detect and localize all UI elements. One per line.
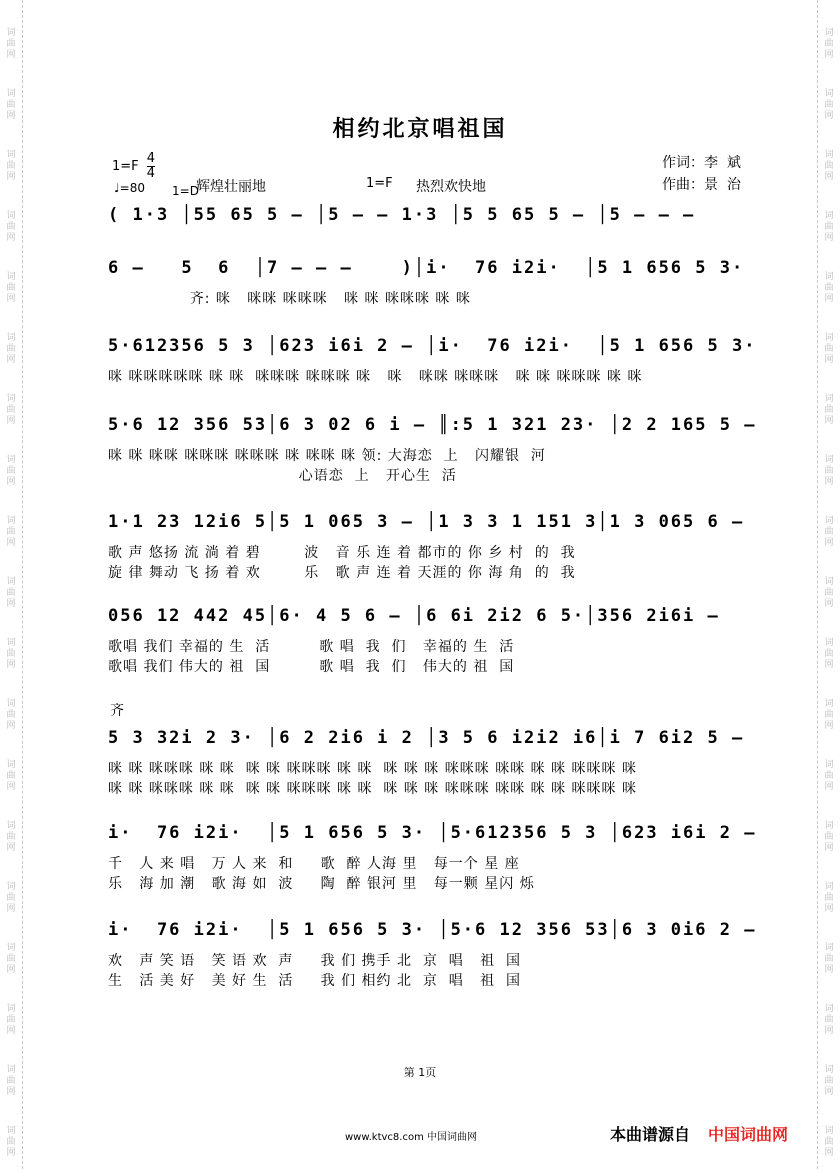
watermark-text: 词曲网 <box>6 1004 16 1036</box>
score-row-9 <box>108 920 768 990</box>
notation-line: i· 76 i2i· │5 1 656 5 3· │5·6 12 356 53│6 3 0i6 2 — <box>108 920 757 940</box>
watermark-text: 词曲网 <box>824 394 834 426</box>
watermark-text: 词曲网 <box>6 882 16 914</box>
watermark-text: 词曲网 <box>6 455 16 487</box>
meter-top: 4 <box>146 151 156 166</box>
score-row-2 <box>108 258 768 308</box>
watermark-text: 词曲网 <box>6 211 16 243</box>
notation-line: 1·1 23 12i6 5│5 1 065 3 — │1 3 3 1 151 3│1 3 065 6 — <box>108 512 745 532</box>
watermark-text: 词曲网 <box>824 577 834 609</box>
lyric-line-2: 生 活 美 好 美 好 生 活 我 们 相约 北 京 唱 祖 国 <box>108 973 522 989</box>
watermark-text: 词曲网 <box>824 1126 834 1158</box>
watermark-text: 词曲网 <box>6 760 16 792</box>
watermark-text: 词曲网 <box>824 638 834 670</box>
notation-line: 5·6 12 356 53│6 3 02 6 i — ║:5 1 321 23· │2 2 165 5 — <box>108 415 757 435</box>
source-label: 本曲谱源自 <box>610 1125 691 1144</box>
composer-credit: 作曲：景 治 <box>662 177 741 193</box>
watermark-text: 词曲网 <box>824 150 834 182</box>
expression-mark-1: 辉煌壮丽地 <box>196 179 266 195</box>
page-number: 第 1页 <box>403 1066 437 1079</box>
lyric-line-1: 歌 声 悠扬 流 淌 着 碧 波 音 乐 连 着 都市的 你 乡 村 的 我 <box>108 545 576 561</box>
score-row-7 <box>108 728 768 798</box>
watermark-text: 词曲网 <box>6 638 16 670</box>
lyric-line-2: 歌唱 我们 伟大的 祖 国 歌 唱 我 们 伟大的 祖 国 <box>108 659 515 675</box>
watermark-text: 词曲网 <box>6 943 16 975</box>
score-row-4 <box>108 415 768 485</box>
watermark-text: 词曲网 <box>6 333 16 365</box>
watermark-text: 词曲网 <box>824 272 834 304</box>
watermark-text: 词曲网 <box>6 1126 16 1158</box>
watermark-text: 词曲网 <box>6 28 16 60</box>
notation-line: 056 12 442 45│6· 4 5 6 — │6 6i 2i2 6 5·│356 2i6i — <box>108 606 720 626</box>
watermark-text: 词曲网 <box>824 1004 834 1036</box>
lyric-line-1: 咪 咪咪咪咪咪 咪 咪 咪咪咪 咪咪咪 咪 咪 咪咪 咪咪咪 咪 咪 咪咪咪 咪 咪 <box>108 369 643 385</box>
lyric-line-2: 咪 咪 咪咪咪 咪 咪 咪 咪 咪咪咪 咪 咪 咪 咪 咪 咪咪咪 咪咪 咪 咪 咪咪咪 咪 <box>108 781 638 797</box>
watermark-text: 词曲网 <box>824 455 834 487</box>
time-signature <box>147 152 155 181</box>
chorus-mark: 齐 <box>110 703 124 719</box>
watermark-text: 词曲网 <box>824 760 834 792</box>
score-row-8 <box>108 823 768 893</box>
score-row-1 <box>108 205 768 229</box>
modulation-f: 1=F <box>366 176 393 191</box>
notation-line: i· 76 i2i· │5 1 656 5 3· │5·612356 5 3 │623 i6i 2 — <box>108 823 757 843</box>
lyric-line-2: 乐 海 加 潮 歌 海 如 波 陶 醉 银河 里 每一颗 星闪 烁 <box>108 876 535 892</box>
watermark-text: 词曲网 <box>6 821 16 853</box>
watermark-text: 词曲网 <box>824 882 834 914</box>
expression-mark-2: 热烈欢快地 <box>416 179 486 195</box>
watermark-text: 词曲网 <box>824 1065 834 1097</box>
watermark-text: 词曲网 <box>6 272 16 304</box>
key-label: 1=F <box>112 159 139 174</box>
notation-line: ( 1·3 │55 65 5 — │5 — — 1·3 │5 5 65 5 — │5 — — — <box>108 205 696 225</box>
score-row-3 <box>108 336 768 386</box>
watermark-text: 词曲网 <box>824 89 834 121</box>
watermark-text: 词曲网 <box>6 394 16 426</box>
key-signature <box>112 152 155 181</box>
watermark-text: 词曲网 <box>824 699 834 731</box>
watermark-text: 词曲网 <box>6 516 16 548</box>
lyric-line-1: 欢 声 笑 语 笑 语 欢 声 我 们 携手 北 京 唱 祖 国 <box>108 953 522 969</box>
notation-line: 6 — 5 6 │7 — — — )│i· 76 i2i· │5 1 656 5 3· <box>108 258 745 278</box>
watermark-text: 词曲网 <box>824 28 834 60</box>
credits <box>662 152 741 196</box>
watermark-text: 词曲网 <box>824 821 834 853</box>
right-watermark-strip <box>817 0 840 1169</box>
lyric-line-1: 千 人 来 唱 万 人 来 和 歌 醉 人海 里 每一个 星 座 <box>108 856 520 872</box>
lyric-line-1: 歌唱 我们 幸福的 生 活 歌 唱 我 们 幸福的 生 活 <box>108 639 515 655</box>
song-title: 相约北京唱祖国 <box>332 117 508 142</box>
score-row-5 <box>108 512 768 582</box>
watermark-text: 词曲网 <box>824 211 834 243</box>
lyric-line-2: 心语恋 上 开心生 活 <box>108 468 457 484</box>
meter-bottom: 4 <box>146 166 156 181</box>
watermark-text: 词曲网 <box>6 150 16 182</box>
watermark-text: 词曲网 <box>6 1065 16 1097</box>
watermark-text: 词曲网 <box>6 699 16 731</box>
lyric-line-1: 咪 咪 咪咪 咪咪咪 咪咪咪 咪 咪咪 咪 领: 大海恋 上 闪耀银 河 <box>108 448 546 464</box>
lyricist-credit: 作词：李 斌 <box>662 155 741 171</box>
watermark-text: 词曲网 <box>824 943 834 975</box>
watermark-text: 词曲网 <box>6 89 16 121</box>
tempo-mark: ♩=80 <box>114 181 145 195</box>
watermark-text: 词曲网 <box>824 516 834 548</box>
source-credit <box>610 1122 788 1145</box>
left-watermark-strip <box>0 0 23 1169</box>
lyric-line-2: 旋 律 舞动 飞 扬 着 欢 乐 歌 声 连 着 天涯的 你 海 角 的 我 <box>108 565 576 581</box>
site-url: www.ktvc8.com 中国词曲网 <box>345 1132 478 1143</box>
lyric-line-1: 齐: 咪 咪咪 咪咪咪 咪 咪 咪咪咪 咪 咪 <box>108 291 471 307</box>
source-name: 中国词曲网 <box>708 1125 789 1144</box>
notation-line: 5 3 32i 2 3· │6 2 2i6 i 2 │3 5 6 i2i2 i6│i 7 6i2 5 — <box>108 728 745 748</box>
modulation-d: 1=D <box>172 184 199 198</box>
lyric-line-1: 咪 咪 咪咪咪 咪 咪 咪 咪 咪咪咪 咪 咪 咪 咪 咪 咪咪咪 咪咪 咪 咪 咪咪咪 咪 <box>108 761 638 777</box>
score-row-6 <box>108 606 768 676</box>
notation-line: 5·612356 5 3 │623 i6i 2 — │i· 76 i2i· │5 1 656 5 3· <box>108 336 757 356</box>
watermark-text: 词曲网 <box>6 577 16 609</box>
watermark-text: 词曲网 <box>824 333 834 365</box>
